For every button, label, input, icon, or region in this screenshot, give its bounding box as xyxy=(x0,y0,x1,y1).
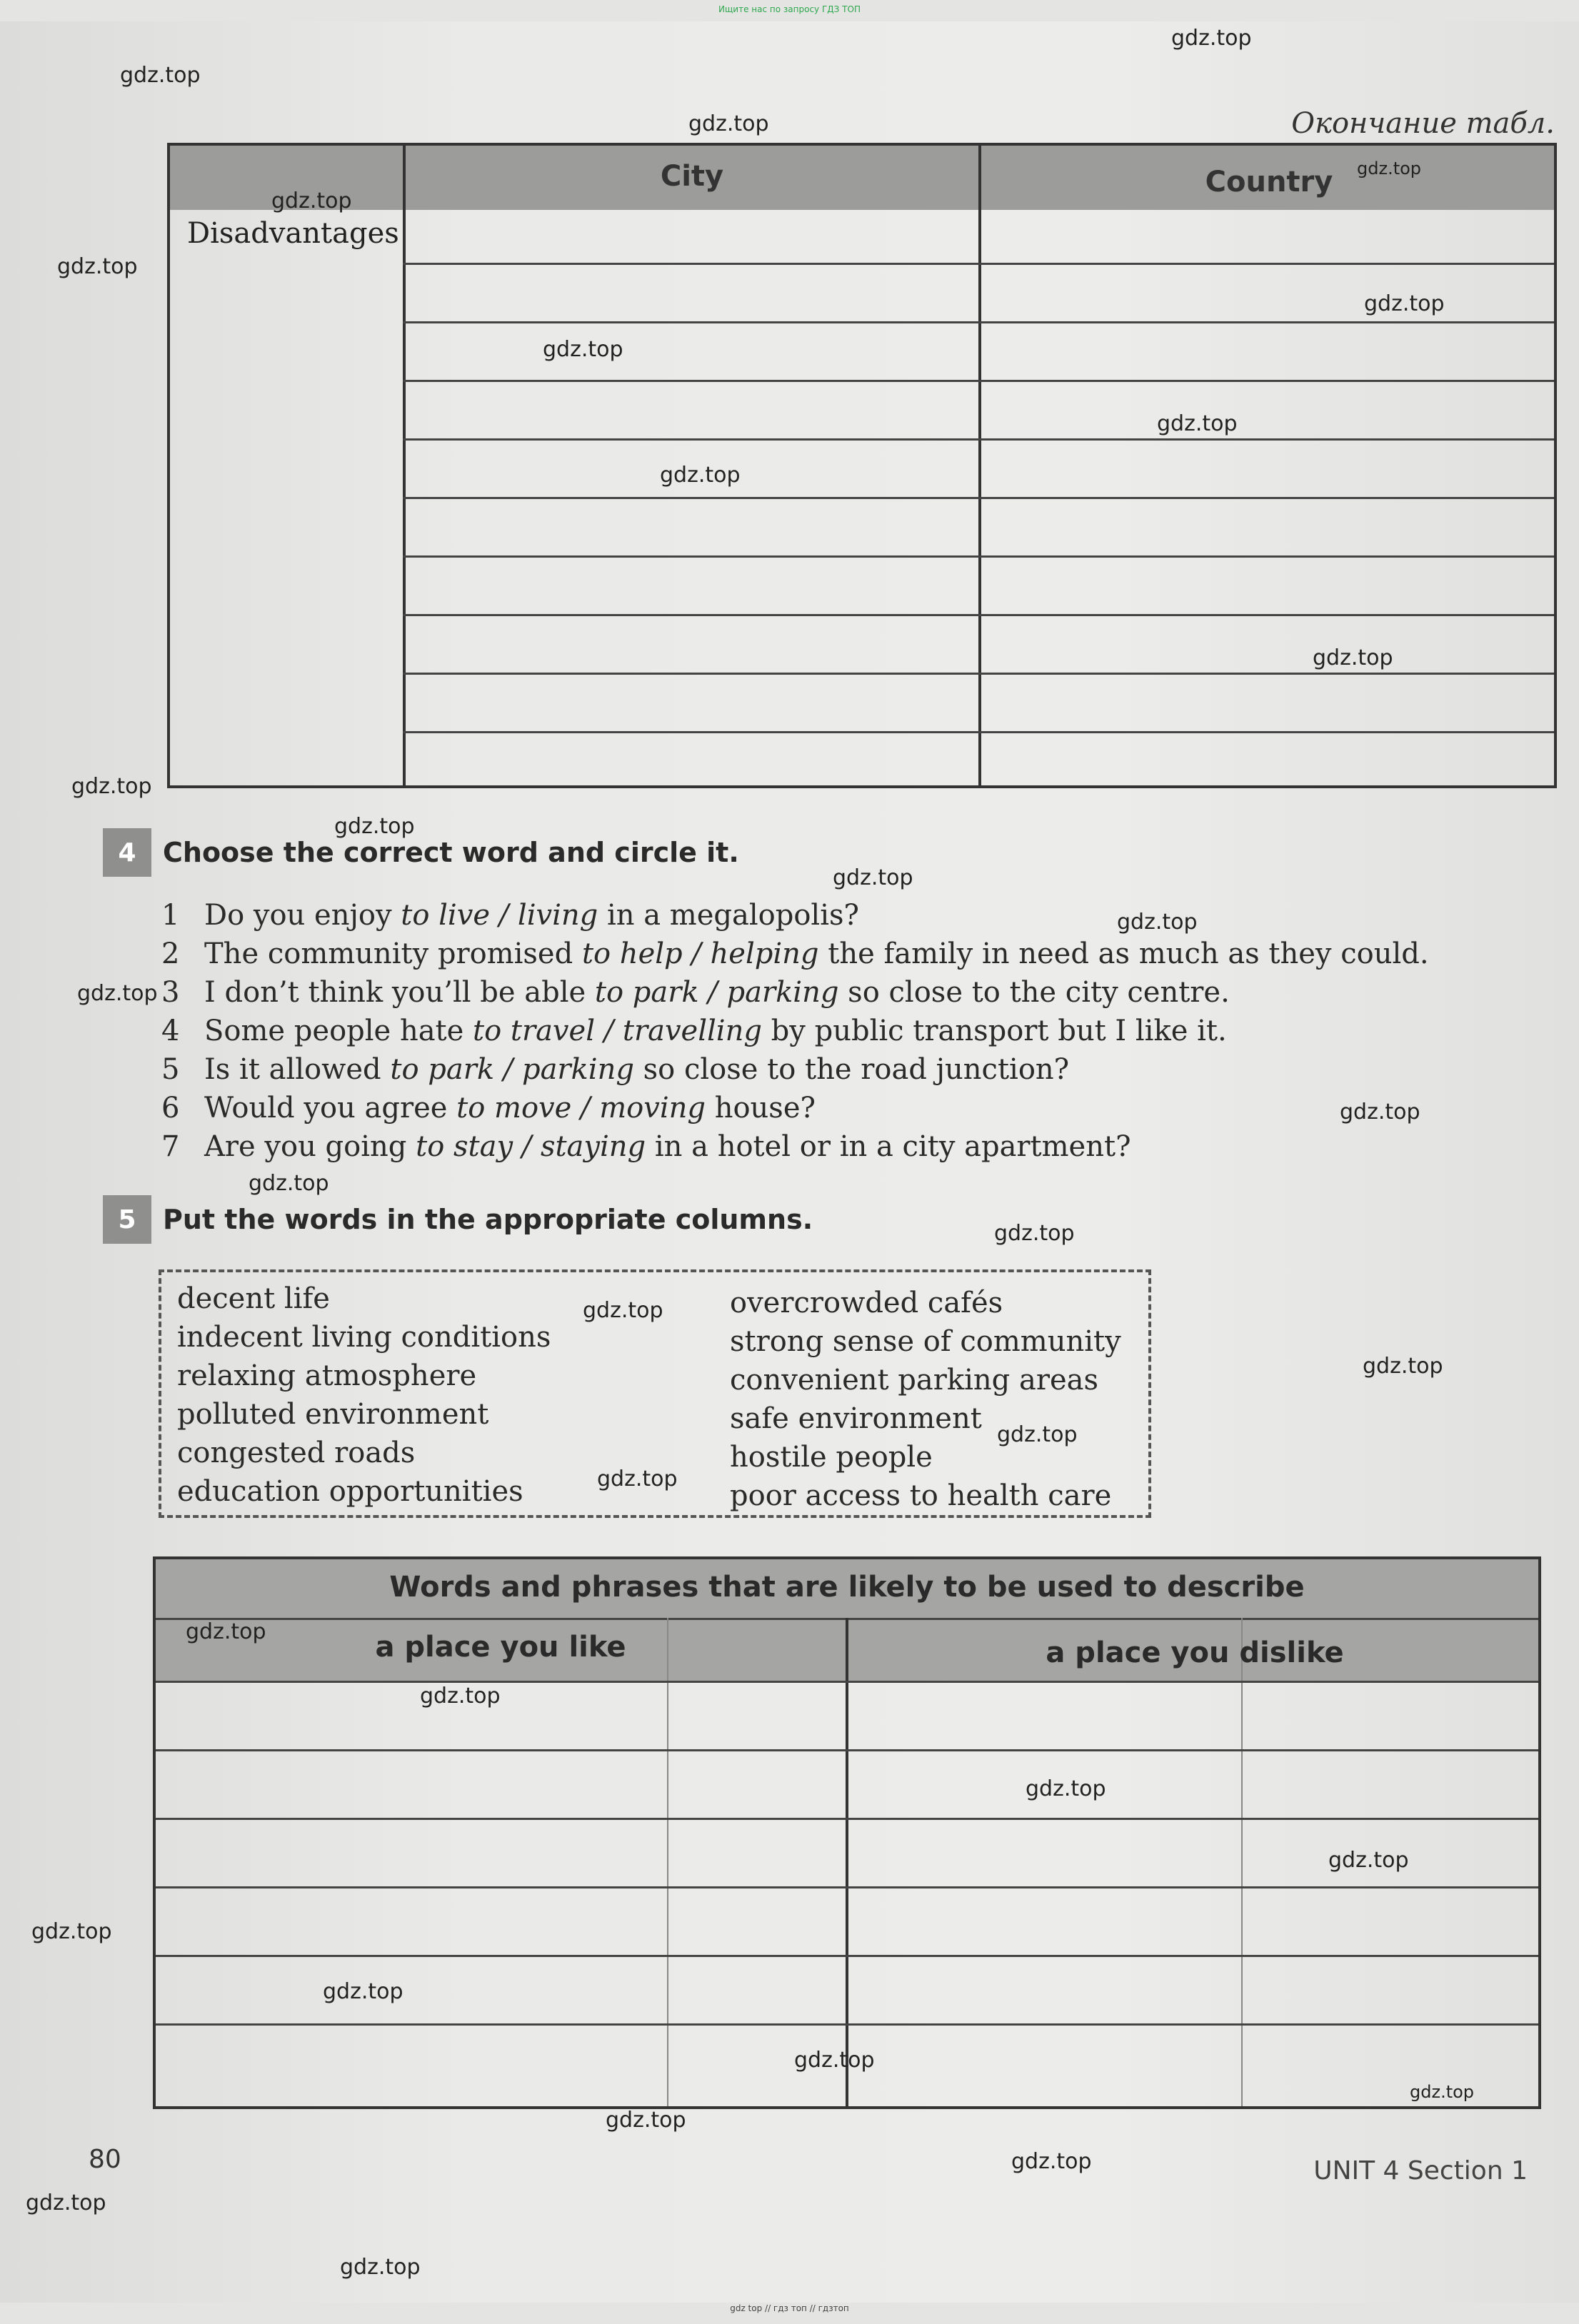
watermark: gdz.top xyxy=(794,2048,875,2073)
sentence: 5 Is it allowed to park / parking so close to the road junction? xyxy=(161,1053,1070,1086)
sentence: 1 Do you enjoy to live / living in a megalopolis? xyxy=(161,899,859,932)
word-item: strong sense of community xyxy=(730,1325,1121,1358)
word-item: relaxing atmosphere xyxy=(177,1359,477,1392)
sentence: 3 I don’t think you’ll be able to park / parking so close to the city centre. xyxy=(161,976,1230,1009)
watermark: gdz.top xyxy=(420,1684,501,1709)
row-label-disadvantages: Disadvantages xyxy=(187,217,399,250)
watermark: gdz.top xyxy=(31,1919,112,1944)
word-choice[interactable]: to park / parking xyxy=(390,1053,634,1086)
word-choice[interactable]: to move / moving xyxy=(456,1092,706,1125)
watermark: gdz.top xyxy=(334,814,415,839)
word-choice[interactable]: to park / parking xyxy=(594,976,839,1009)
table-title: Words and phrases that are likely to be used to describe xyxy=(389,1571,1305,1604)
word-item: safe environment xyxy=(730,1402,982,1435)
watermark: gdz.top xyxy=(688,111,769,136)
watermark: gdz.top xyxy=(1171,26,1252,51)
watermark: gdz.top xyxy=(1340,1100,1420,1125)
watermark: gdz.top xyxy=(597,1467,678,1492)
column-country: Country xyxy=(1205,166,1333,198)
watermark: gdz.top xyxy=(1157,411,1238,436)
watermark: gdz.top xyxy=(186,1619,266,1644)
watermark: gdz.top xyxy=(1363,1354,1443,1379)
watermark: gdz.top xyxy=(120,63,201,88)
watermark: gdz.top xyxy=(660,463,741,488)
column-dislike: a place you dislike xyxy=(1046,1636,1344,1669)
sentence: 6 Would you agree to move / moving house? xyxy=(161,1092,816,1125)
unit-section-label: UNIT 4 Section 1 xyxy=(1313,2156,1528,2185)
watermark: gdz.top xyxy=(1026,1776,1106,1801)
word-item: hostile people xyxy=(730,1441,933,1474)
word-item: polluted environment xyxy=(177,1398,489,1431)
watermark: gdz.top xyxy=(1364,291,1445,316)
watermark: gdz.top xyxy=(606,2108,686,2133)
watermark: gdz.top xyxy=(26,2190,106,2215)
exercise-5-number: 5 xyxy=(103,1195,151,1244)
sentence: 2 The community promised to help / helping the family in need as much as they could. xyxy=(161,937,1429,970)
word-bank-right-column xyxy=(730,1284,1121,1515)
like-dislike-table xyxy=(153,1556,1541,2109)
word-item: overcrowded cafés xyxy=(730,1287,1003,1319)
exercise-4-title: Choose the correct word and circle it. xyxy=(163,837,739,868)
watermark: gdz.top xyxy=(71,774,152,799)
word-choice[interactable]: to live / living xyxy=(401,899,598,932)
watermark: gdz.top xyxy=(994,1221,1075,1246)
watermark: gdz.top xyxy=(1313,645,1393,670)
watermark: gdz.top xyxy=(340,2255,421,2280)
sentence: 4 Some people hate to travel / travelling by public transport but I like it. xyxy=(161,1015,1227,1047)
word-item: convenient parking areas xyxy=(730,1364,1098,1397)
watermark: gdz.top xyxy=(1011,2149,1092,2174)
word-choice[interactable]: to stay / staying xyxy=(416,1130,646,1163)
end-of-table-note: Окончание табл. xyxy=(1291,107,1555,140)
watermark: gdz.top xyxy=(57,254,138,279)
column-like: a place you like xyxy=(375,1631,626,1664)
watermark: gdz.top xyxy=(1410,2082,1475,2102)
word-choice[interactable]: to travel / travelling xyxy=(473,1015,762,1047)
word-choice[interactable]: to help / helping xyxy=(581,937,819,970)
watermark: gdz.top xyxy=(1357,159,1422,178)
exercise-4-number: 4 xyxy=(103,828,151,877)
watermark: gdz.top xyxy=(833,865,913,890)
watermark: gdz.top xyxy=(323,1979,403,2004)
word-item: indecent living conditions xyxy=(177,1321,551,1354)
word-item: education opportunities xyxy=(177,1475,523,1508)
word-bank-left-column xyxy=(177,1279,551,1511)
word-item: decent life xyxy=(177,1282,330,1315)
watermark: gdz.top xyxy=(543,337,623,362)
watermark: gdz.top xyxy=(1117,910,1198,935)
watermark: gdz.top xyxy=(997,1422,1078,1447)
exercise-5-heading xyxy=(103,1195,813,1244)
word-item: poor access to health care xyxy=(730,1479,1112,1512)
city-country-table xyxy=(167,143,1557,788)
exercise-4-heading xyxy=(103,828,739,877)
top-banner: Ищите нас по запросу ГДЗ ТОП xyxy=(718,4,861,14)
watermark: gdz.top xyxy=(583,1298,663,1323)
watermark: gdz.top xyxy=(271,188,352,213)
exercise-5-title: Put the words in the appropriate columns. xyxy=(163,1204,813,1235)
watermark: gdz.top xyxy=(249,1171,329,1196)
word-item: congested roads xyxy=(177,1437,416,1469)
bottom-banner: gdz top // гдз топ // гдзтоп xyxy=(730,2303,849,2313)
sentence: 7 Are you going to stay / staying in a hotel or in a city apartment? xyxy=(161,1130,1131,1163)
column-city: City xyxy=(660,160,724,193)
watermark: gdz.top xyxy=(1328,1848,1409,1873)
watermark: gdz.top xyxy=(77,981,158,1006)
exercise-4-sentences xyxy=(161,896,1429,1166)
page-number: 80 xyxy=(89,2145,121,2174)
